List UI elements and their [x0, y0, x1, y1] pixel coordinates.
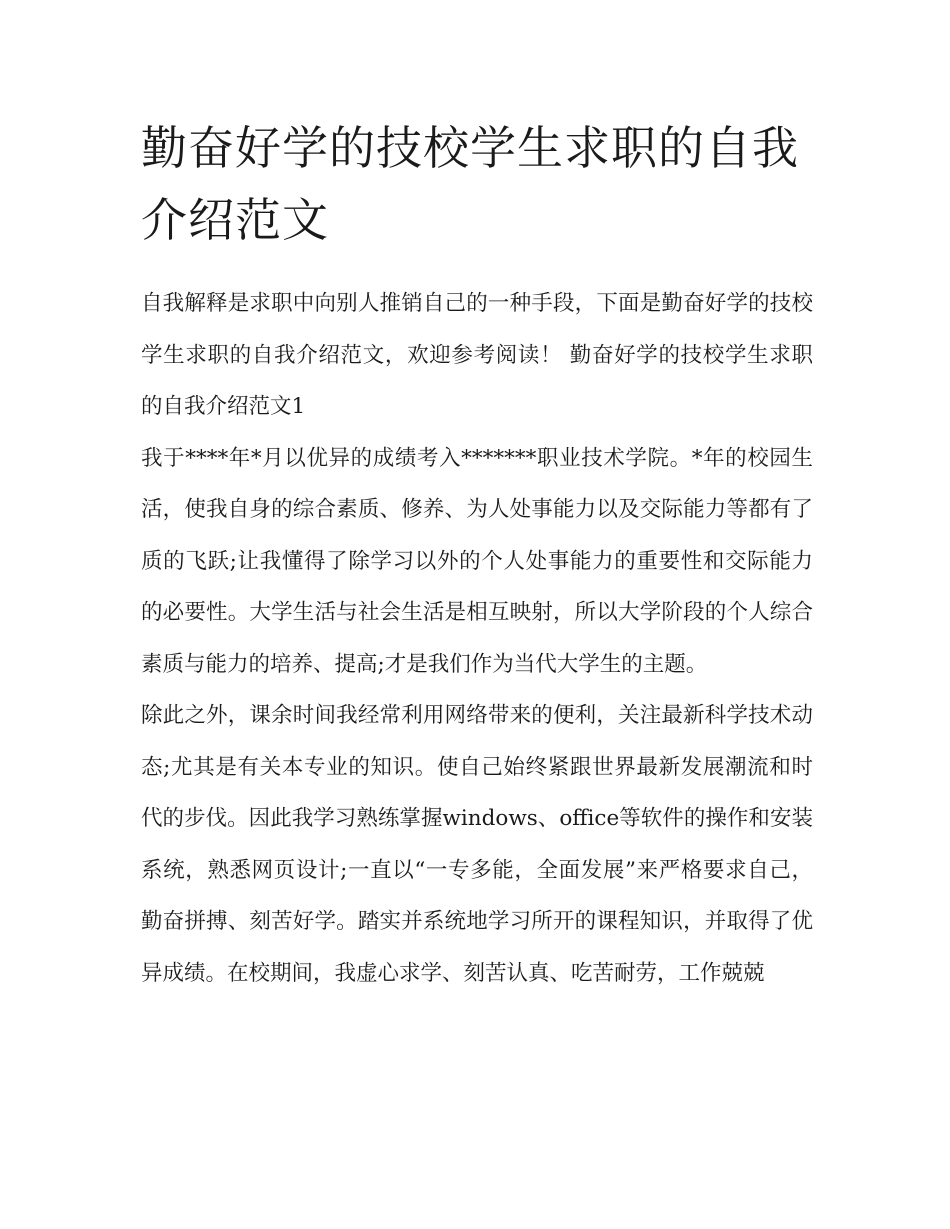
- document-title: 勤奋好学的技校学生求职的自我介绍范文: [141, 121, 799, 247]
- paragraph-intro: 自我解释是求职中向别人推销自己的一种手段，下面是勤奋好学的技校学生求职的自我介绍范文，欢迎参考阅读！ 勤奋好学的技校学生求职的自我介绍范文1: [141, 291, 813, 419]
- paragraph-school-life: 我于****年*月以优异的成绩考入*******职业技术学院。*年的校园生活，使我自身的综合素质、修养、为人处事能力以及交际能力等都有了质的飞跃;让我懂得了除学习以外的个人处事能力的重要性和交际能力的必要性。大学生活与社会生活是相互映射，所以大学阶段的个人综合素质与能力的培养、提高;才是我们作为当代大学生的主题。: [141, 445, 813, 677]
- paragraph-skills: 除此之外，课余时间我经常利用网络带来的便利，关注最新科学技术动态;尤其是有关本专业的知识。使自己始终紧跟世界最新发展潮流和时代的步伐。因此我学习熟练掌握windows、office等软件的操作和安装系统，熟悉网页设计;一直以“一专多能，全面发展”来严格要求自己，勤奋拼搏、刻苦好学。踏实并系统地学习所开的课程知识，并取得了优异成绩。在校期间，我虚心求学、刻苦认真、吃苦耐劳，工作兢兢: [141, 703, 813, 986]
- document-page: [141, 112, 813, 999]
